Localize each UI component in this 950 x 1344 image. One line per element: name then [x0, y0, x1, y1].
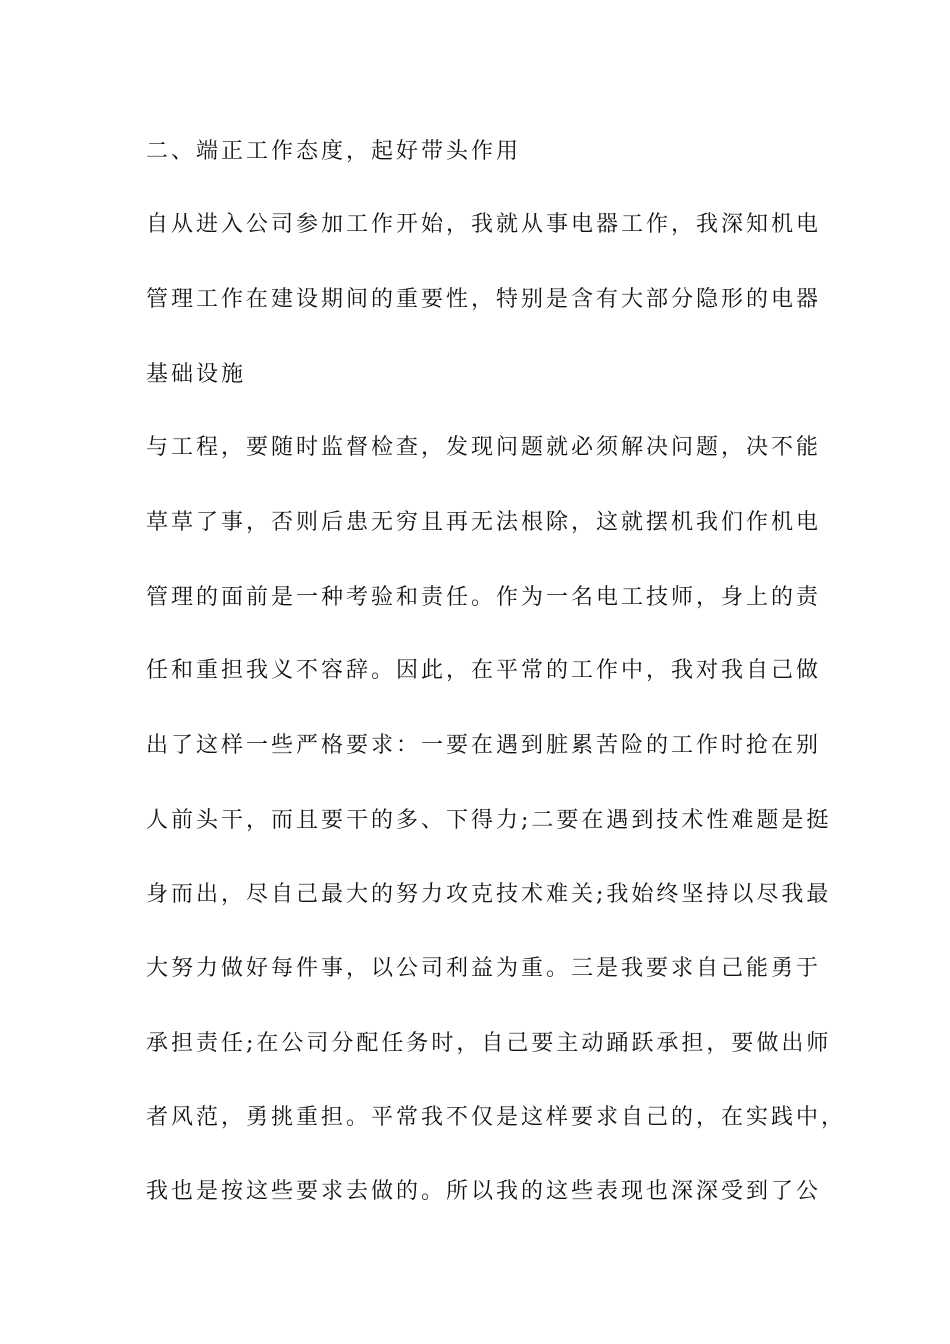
paragraph-line: 自从进入公司参加工作开始，我就从事电器工作，我深知机电	[146, 212, 822, 237]
paragraph-line: 出了这样一些严格要求：一要在遇到脏累苦险的工作时抢在别	[146, 733, 822, 758]
paragraph-line: 草草了事，否则后患无穷且再无法根除，这就摆机我们作机电	[146, 510, 822, 535]
paragraph-line: 大努力做好每件事，以公司利益为重。三是我要求自己能勇于	[146, 956, 822, 981]
paragraph-line: 我也是按这些要求去做的。所以我的这些表现也深深受到了公	[146, 1179, 822, 1204]
paragraph-line: 管理的面前是一种考验和责任。作为一名电工技师，身上的责	[146, 585, 822, 610]
paragraph-line: 承担责任;在公司分配任务时，自己要主动踊跃承担，要做出师	[146, 1031, 832, 1056]
paragraph-line: 基础设施	[146, 362, 247, 387]
paragraph-line: 管理工作在建设期间的重要性，特别是含有大部分隐形的电器	[146, 287, 822, 312]
paragraph-line: 者风范，勇挑重担。平常我不仅是这样要求自己的，在实践中，	[146, 1105, 847, 1130]
paragraph-line: 人前头干，而且要干的多、下得力;二要在遇到技术性难题是挺	[146, 808, 832, 833]
section-heading: 二、端正工作态度，起好带头作用	[146, 139, 522, 164]
paragraph-line: 与工程，要随时监督检查，发现问题就必须解决问题，决不能	[146, 435, 822, 460]
paragraph-line: 身而出，尽自己最大的努力攻克技术难关;我始终坚持以尽我最	[146, 882, 832, 907]
paragraph-line: 任和重担我义不容辞。因此，在平常的工作中，我对我自己做	[146, 658, 822, 683]
